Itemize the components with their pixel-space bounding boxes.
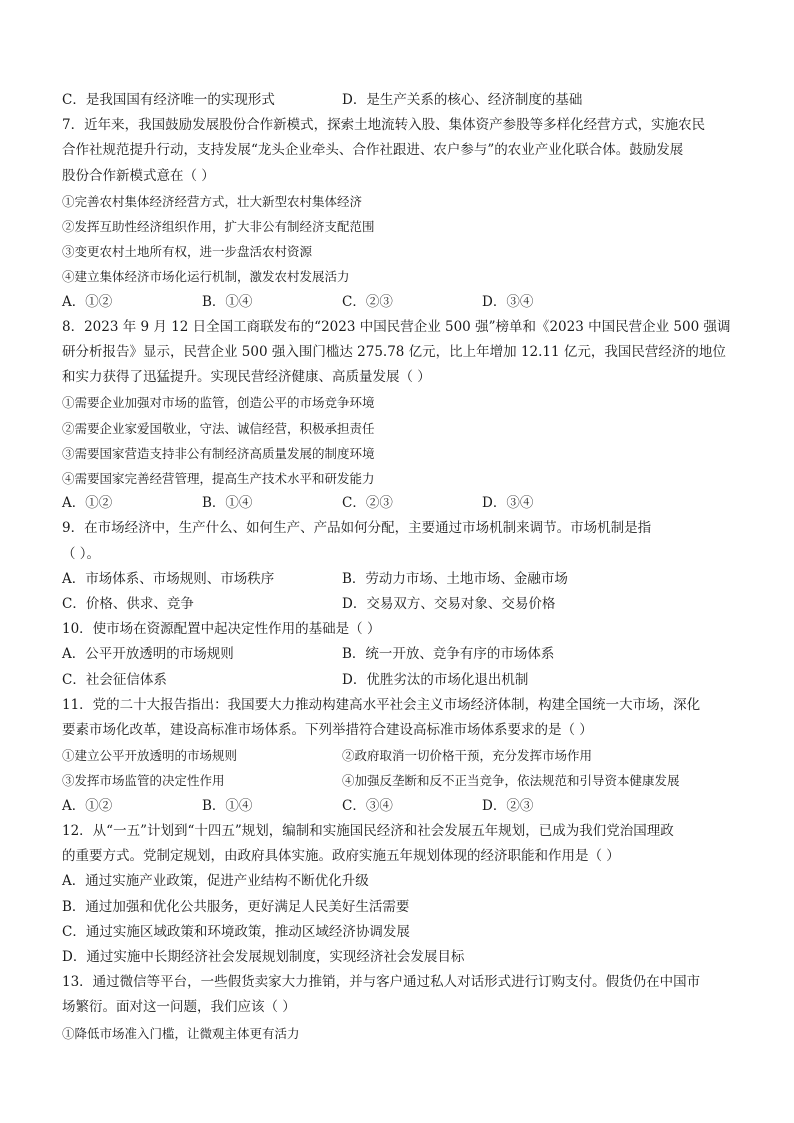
option-pair-row [62,668,734,693]
text-line: ④建立集体经济市场化运行机制，激发农村发展活力 [62,269,350,285]
text-line: ③需要国家营造支持非公有制经济高质量发展的制度环境 [62,445,375,461]
text-line: 10．使市场在资源配置中起决定性作用的基础是（ ） [62,621,381,638]
text-line: 股份合作新模式意在（ ） [62,167,215,184]
text-line: 8．2023 年 9 月 12 日全国工商联发布的“2023 中国民营企业 500 强”榜单和《2023 中国民营企业 500 强调 [62,318,731,335]
text-line: 的重要方式。党制定规划，由政府具体实施。政府实施五年规划体现的经济职能和作用是（ ） [62,848,620,865]
option-text: B．统一开放、竞争有序的市场体系 [342,646,555,663]
option-text: D．优胜劣汰的市场化退出机制 [342,671,529,688]
text-line: ①降低市场准入门槛，让微观主体更有活力 [62,1025,300,1041]
text-line: 场繁衍。面对这一问题，我们应该（ ） [62,999,296,1016]
option-text: D．③④ [482,495,534,512]
option-pair-row [62,592,734,617]
option-text: ②政府取消一切价格干预，充分发挥市场作用 [342,748,593,764]
option-pair-row [62,88,734,113]
text-line: A．通过实施产业政策，促进产业结构不断优化升级 [62,873,369,890]
text-line: 合作社规范提升行动，支持发展“龙头企业牵头、合作社跟进、农户参与”的农业产业化联合体。鼓励发展 [62,142,684,159]
text-line: 12．从“一五”计划到“十四五”规划，编制和实施国民经济和社会发展五年规划，已成为我们党治国理政 [62,822,674,839]
option-text: ④加强反垄断和反不正当竞争，依法规范和引导资本健康发展 [342,773,680,789]
text-line: ③变更农村土地所有权，进一步盘活农村资源 [62,244,313,260]
option-text: A．①② [62,797,113,814]
text-line: D．通过实施中长期经济社会发展规划制度，实现经济社会发展目标 [62,948,465,965]
option-text: ①建立公平开放透明的市场规则 [62,748,238,764]
text-line: ④需要国家完善经营管理，提高生产技术水平和研发能力 [62,471,375,487]
text-line: 要素市场化改革，建设高标准市场体系。下列举措符合建设高标准市场体系要求的是（ ） [62,722,593,739]
option-text: C．③④ [342,797,393,814]
question-list [62,88,734,1046]
option-text: D．②③ [482,797,534,814]
answer-options-row [62,491,734,516]
option-pair-row [62,567,734,592]
text-line: 13．通过微信等平台，一些假货卖家大力推销，并与客户通过私人对话形式进行订购支付。假货仍在中国市 [62,974,701,991]
text-line: 研分析报告》显示，民营企业 500 强入围门槛达 275.78 亿元，比上年增加 12.11 亿元，我国民营经济的地位 [62,344,726,361]
option-text: C．②③ [342,293,393,310]
option-text: A．市场体系、市场规则、市场秩序 [62,570,275,587]
answer-options-row [62,290,734,315]
option-text: B．劳动力市场、土地市场、金融市场 [342,570,568,587]
text-line: ②发挥互助性经济组织作用，扩大非公有制经济支配范围 [62,219,375,235]
option-text: D．交易双方、交易对象、交易价格 [342,596,556,613]
option-text: D．是生产关系的核心、经济制度的基础 [342,92,583,108]
text-line: ①完善农村集体经济经营方式，壮大新型农村集体经济 [62,193,363,209]
option-text: C．②③ [342,495,393,512]
option-text: C．是我国国有经济唯一的实现形式 [62,92,275,108]
text-line: 7．近年来，我国鼓励发展股份合作新模式，探索土地流转入股、集体资产参股等多样化经营方式，实施农民 [62,117,706,134]
text-line: 和实力获得了迅猛提升。实现民营经济健康、高质量发展（ ） [62,369,431,386]
option-text: A．①② [62,293,113,310]
option-pair-row [62,743,734,768]
text-line: （ ）。 [62,545,101,562]
option-pair-row [62,768,734,793]
option-text: C．价格、供求、竞争 [62,596,194,613]
option-text: ③发挥市场监管的决定性作用 [62,773,225,789]
option-text: C．社会征信体系 [62,671,167,688]
text-line: ①需要企业加强对市场的监管，创造公平的市场竞争环境 [62,395,375,411]
option-text: D．③④ [482,293,534,310]
option-text: A．①② [62,495,113,512]
option-text: A．公平开放透明的市场规则 [62,646,234,663]
text-line: ②需要企业家爱国敬业，守法、诚信经营，积极承担责任 [62,420,375,436]
option-pair-row [62,642,734,667]
option-text: B．①④ [202,797,253,814]
text-line: 9．在市场经济中，生产什么、如何生产、产品如何分配，主要通过市场机制来调节。市场机制是指 [62,520,652,537]
text-line: C．通过实施区域政策和环境政策，推动区域经济协调发展 [62,923,410,940]
answer-options-row [62,794,734,819]
text-line: 11．党的二十大报告指出：我国要大力推动构建高水平社会主义市场经济体制，构建全国统一大市场，深化 [62,696,701,713]
option-text: B．①④ [202,495,253,512]
option-text: B．①④ [202,293,253,310]
text-line: B．通过加强和优化公共服务，更好满足人民美好生活需要 [62,898,410,915]
